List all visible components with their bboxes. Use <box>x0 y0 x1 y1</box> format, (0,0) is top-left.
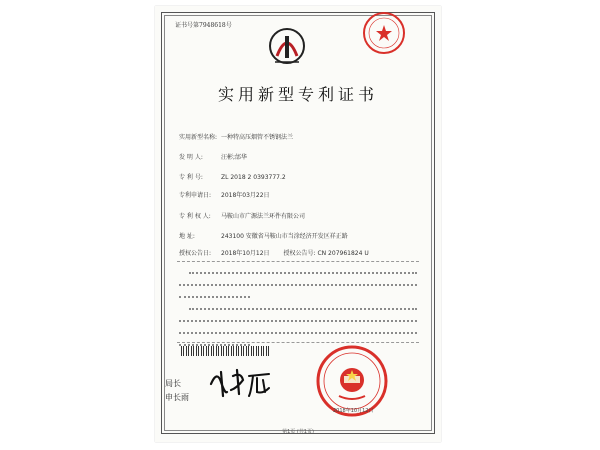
section-divider <box>177 342 419 343</box>
certificate-title: 实用新型专利证书 <box>217 85 378 104</box>
section-divider <box>177 261 419 262</box>
barcode-strip <box>181 346 271 356</box>
field-label: 授权公告日: <box>179 250 212 257</box>
certificate-number: 证书号第7948618号 <box>175 22 232 29</box>
field-value: ZL 2018 2 0393777.2 <box>221 174 286 181</box>
field-value: 马鞍山市广源法兰环件有限公司 <box>221 213 306 220</box>
field-value: 一种特高压烟管不锈钢法兰 <box>221 134 294 141</box>
certificate-border-inner <box>164 15 432 431</box>
field-application-date <box>179 190 270 199</box>
ip-office-emblem-icon <box>267 26 307 68</box>
body-line <box>179 316 417 326</box>
body-line <box>179 292 417 302</box>
field-value: 243100 安徽省马鞍山市当涂经济开发区祥正路 <box>221 233 348 240</box>
field-label: 实用新型名称: <box>179 134 218 141</box>
field-address <box>179 231 348 240</box>
body-line <box>179 304 417 314</box>
field-value: 2018年03月22日 <box>221 192 270 199</box>
field-value: 2018年10月12日 <box>221 250 270 257</box>
page-number: 第1页 (共1页) <box>282 429 314 435</box>
patent-certificate <box>155 6 441 442</box>
field-label: 发 明 人: <box>179 154 203 161</box>
field-grant-date <box>179 248 369 257</box>
field-inventor <box>179 152 247 161</box>
side-seal-icon <box>361 10 407 56</box>
grant-publication-number: 授权公告号: CN 207961824 U <box>283 250 369 257</box>
director-signature <box>207 362 277 402</box>
body-line <box>179 268 417 278</box>
field-patentee <box>179 211 305 220</box>
body-line <box>179 328 417 338</box>
field-label: 专 利 号: <box>179 174 203 181</box>
certificate-body-text <box>179 268 417 352</box>
director-label: 局长 <box>165 379 181 388</box>
director-name-label: 申长雨 <box>165 393 189 402</box>
field-label: 地 址: <box>179 233 195 240</box>
field-label: 专 利 权 人: <box>179 213 211 220</box>
field-utility-model-name <box>179 132 293 141</box>
seal-date: 2018年10月12日 <box>333 408 374 414</box>
body-line <box>179 280 417 290</box>
field-value: 汪彬;邰华 <box>221 154 248 161</box>
field-patent-number <box>179 172 286 181</box>
field-label: 专利申请日: <box>179 192 212 199</box>
